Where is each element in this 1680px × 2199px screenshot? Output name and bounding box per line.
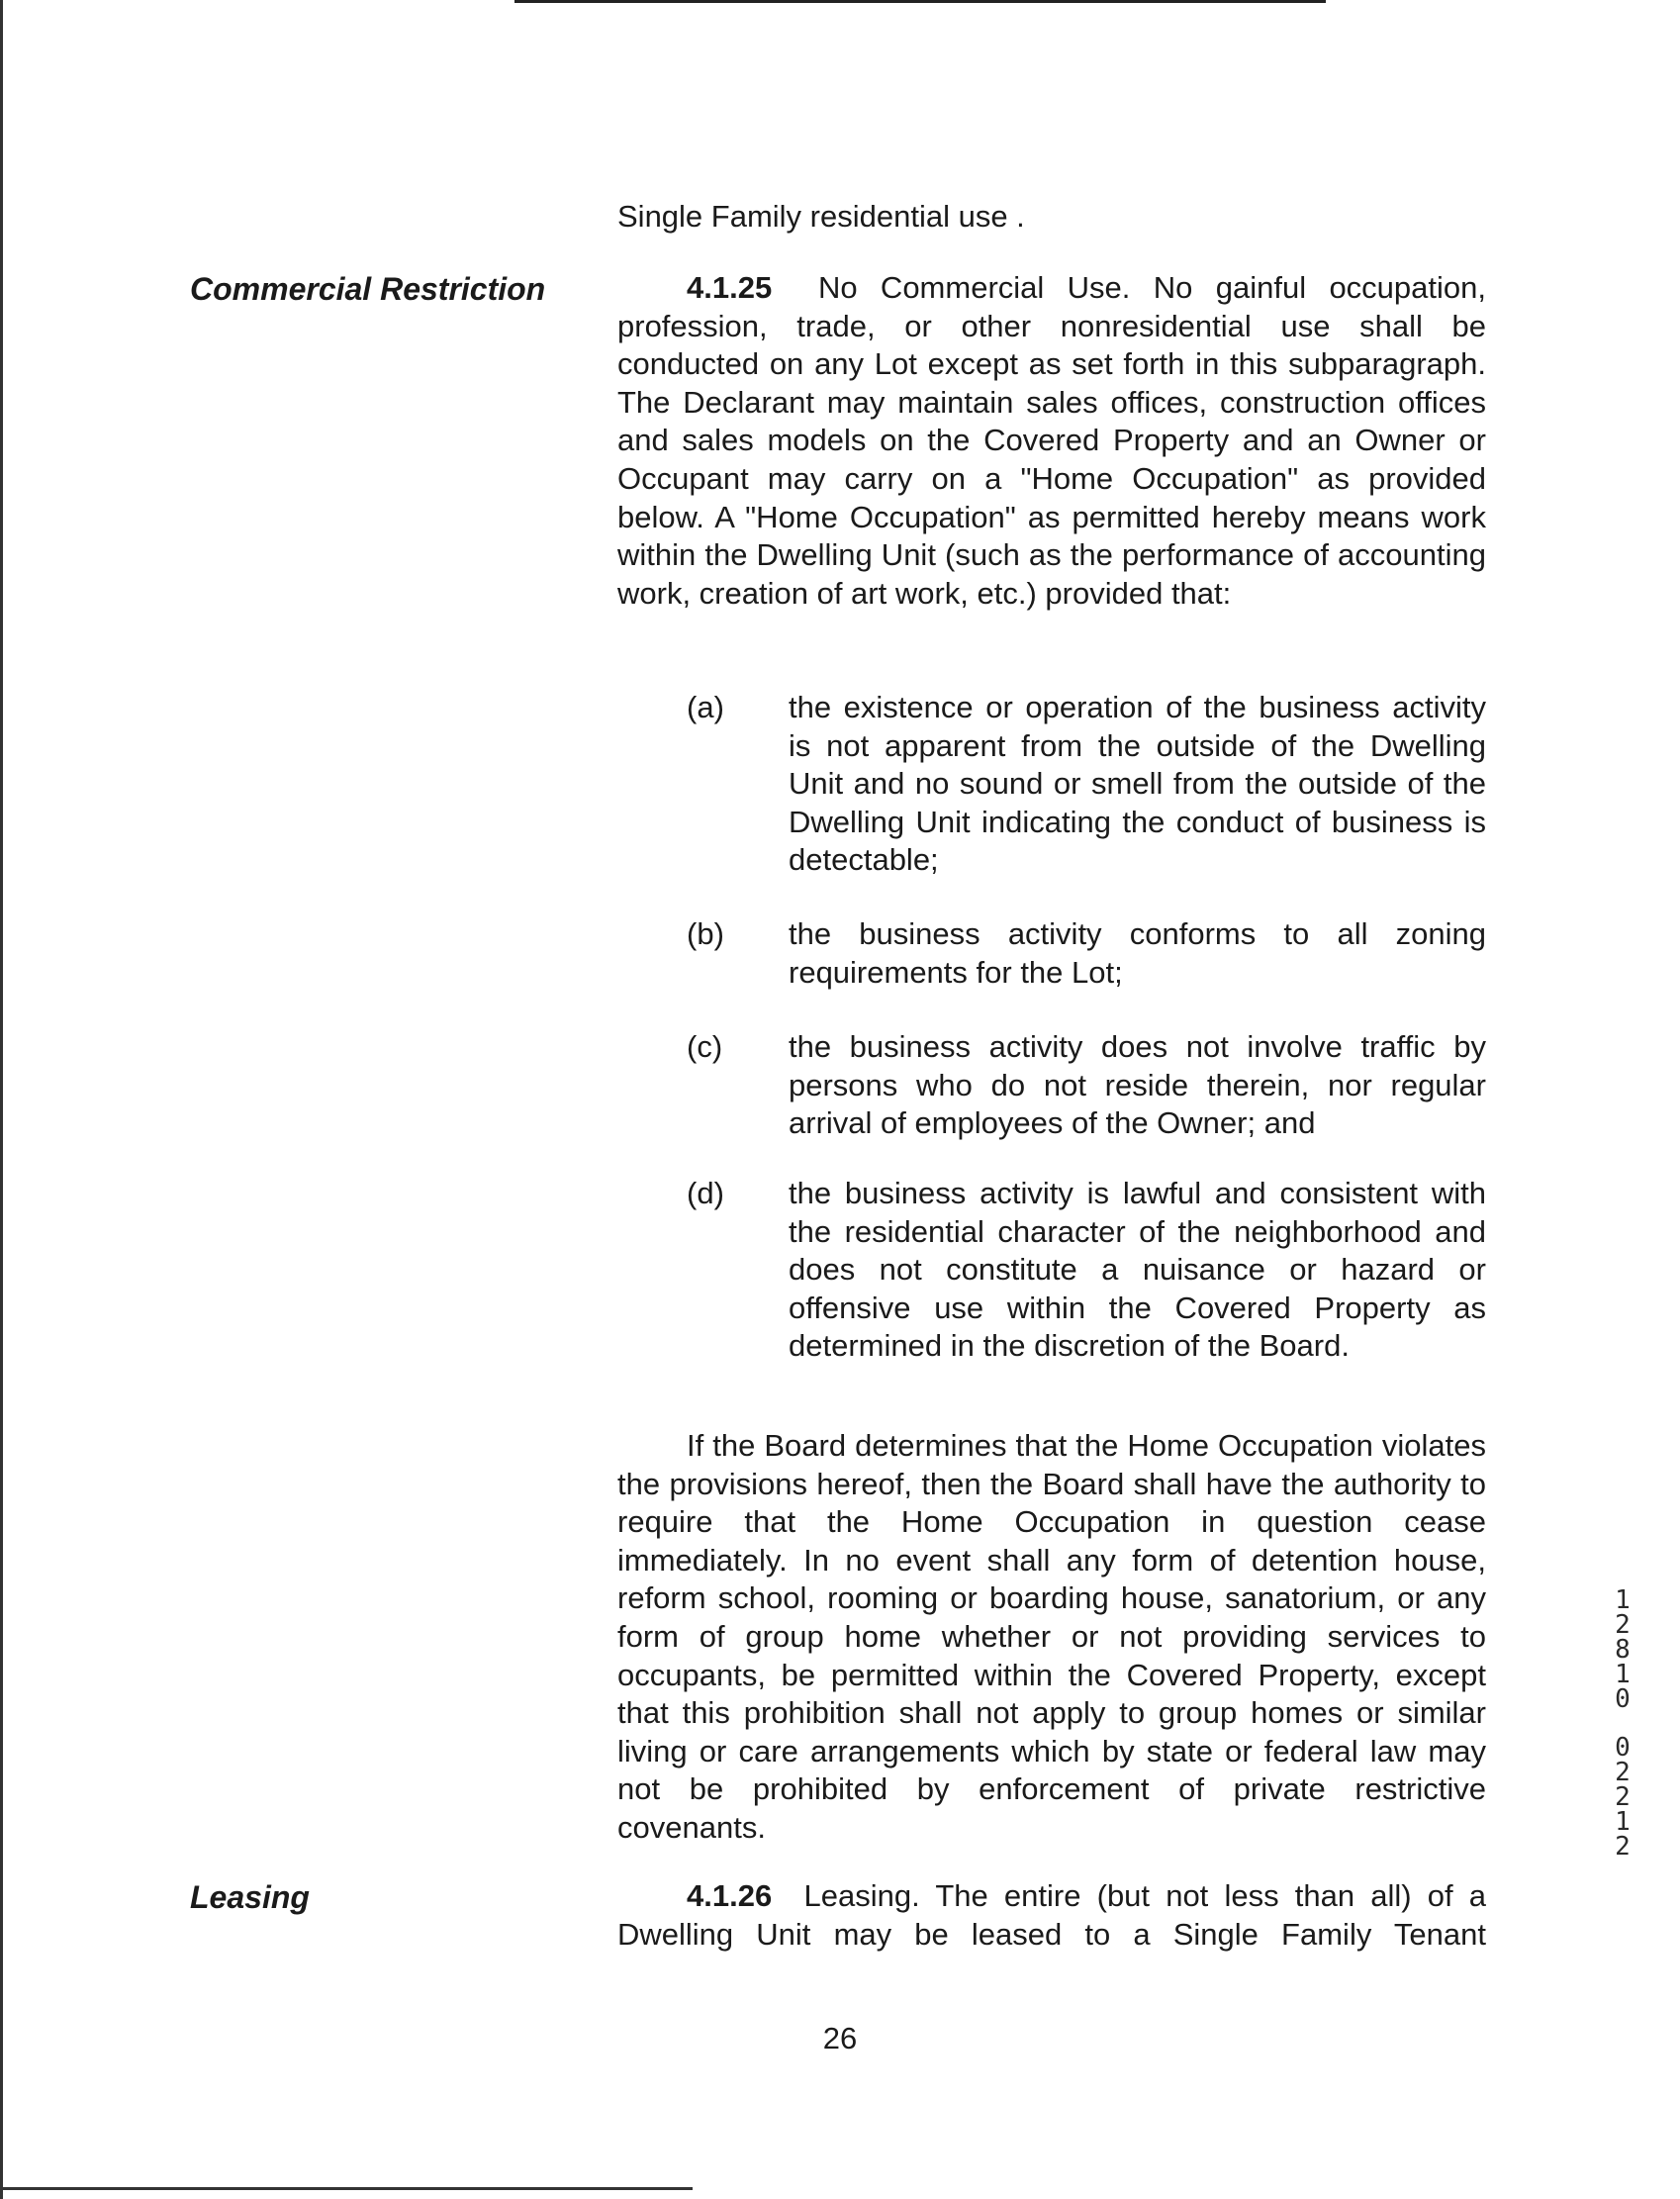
home-occupation-closing-paragraph: If the Board determines that the Home Occupation violates the provisions hereof, then the Board shall have the authority to require that the Home Occupation in question cease immediately. In no event shall any form of detention house, reform school, rooming or boarding house, sanatorium, or any form of group home whether or not providing services to occupants, be permitted within the Covered Property, except that this prohibition shall not apply to group homes or similar living or care arrangements which by state or federal law may not be prohibited by enforcement of private restrictive covenants. bbox=[617, 1428, 1486, 1845]
list-text-d: the business activity is lawful and consistent with the residential character of the neighborhood and does not constitute a nuisance or hazard or offensive use within the Covered Property as determined in the discretion of the Board. bbox=[789, 1176, 1486, 1364]
intro-line: Single Family residential use . bbox=[617, 199, 1025, 234]
section-4-1-26-body: Leasing. The entire (but not less than all) of a Dwelling Unit may be leased to a Single Family Tenant bbox=[617, 1878, 1486, 1952]
stamp-digit: 2 bbox=[1615, 1832, 1631, 1862]
section-number-4-1-25: 4.1.25 bbox=[687, 270, 773, 305]
stamp-part-2 bbox=[1603, 1733, 1642, 1862]
scan-bottom-rule bbox=[0, 2187, 693, 2190]
section-4-1-25-paragraph bbox=[617, 269, 1486, 613]
stamp-digit: 1 bbox=[1615, 1585, 1631, 1615]
list-text-c: the business activity does not involve traffic by persons who do not reside therein, nor regular arrival of employees of the Owner; and bbox=[789, 1029, 1486, 1141]
stamp-digit: 8 bbox=[1615, 1635, 1631, 1665]
stamp-digit: 2 bbox=[1615, 1782, 1631, 1812]
page-number bbox=[0, 2021, 1680, 2056]
side-recording-stamp bbox=[1603, 1585, 1642, 1862]
scan-top-rule bbox=[514, 0, 1326, 3]
page-number-text: 26 bbox=[822, 2021, 858, 2056]
margin-heading-leasing: Leasing bbox=[190, 1879, 310, 1915]
list-text-b: the business activity conforms to all zoning requirements for the Lot; bbox=[789, 916, 1486, 990]
stamp-digit: 0 bbox=[1615, 1733, 1631, 1763]
stamp-digit: 2 bbox=[1615, 1758, 1631, 1787]
section-4-1-26-paragraph bbox=[617, 1877, 1486, 1954]
list-label-c: (c) bbox=[687, 1029, 723, 1064]
stamp-digit: 1 bbox=[1615, 1807, 1631, 1837]
section-number-4-1-26: 4.1.26 bbox=[687, 1878, 773, 1913]
scan-left-edge bbox=[0, 0, 3, 2199]
list-label-a: (a) bbox=[687, 690, 724, 724]
list-text-a: the existence or operation of the business activity is not apparent from the outside of the Dwelling Unit and no sound or smell from the outside of the Dwelling Unit indicating the conduct of business is detectable; bbox=[789, 690, 1486, 878]
stamp-digit: 1 bbox=[1615, 1660, 1631, 1689]
stamp-part-1 bbox=[1603, 1585, 1642, 1714]
list-label-d: (d) bbox=[687, 1176, 724, 1210]
margin-heading-commercial: Commercial Restriction bbox=[190, 271, 546, 307]
section-4-1-25-body: No Commercial Use. No gainful occupation, profession, trade, or other nonresidential use shall be conducted on any Lot except as set forth in this subparagraph. The Declarant may maintain sales offices, construction offices and sales models on the Covered Property and an Owner or Occupant may carry on a "Home Occupation" as provided below. A "Home Occupation" as permitted hereby means work within the Dwelling Unit (such as the performance of accounting work, creation of art work, etc.) provided that: bbox=[617, 270, 1486, 611]
stamp-digit: 0 bbox=[1615, 1684, 1631, 1714]
list-label-b: (b) bbox=[687, 916, 724, 951]
stamp-digit: 2 bbox=[1615, 1610, 1631, 1640]
